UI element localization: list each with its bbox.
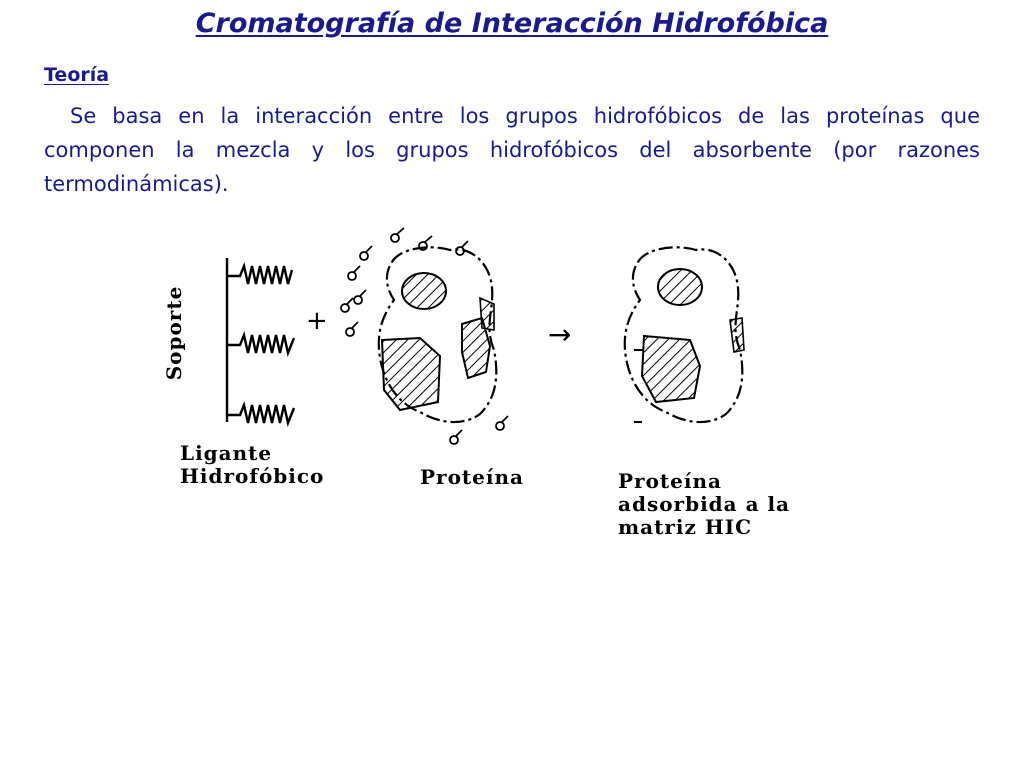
protein-adsorbed [625,247,744,422]
hydrophobic-patch [730,318,744,352]
protein-outline [379,247,497,422]
ligand-chain [227,405,294,423]
plus-sign: + [306,306,328,336]
ligand-caption [180,442,324,488]
hydrophobic-patch [382,338,440,410]
hydrophobic-patch [658,269,702,305]
adsorbed-caption-line: adsorbida a la [618,492,791,516]
hydrophobic-patch [402,273,446,309]
support-matrix [227,258,294,423]
protein-outline [625,247,743,422]
hydrophobic-patch [642,336,700,402]
protein-free [341,228,508,444]
adsorbed-protein-caption [618,470,790,539]
ligand-caption-line: Ligante [180,441,273,465]
ligand-chain [227,266,292,284]
hydrophobic-patch [480,298,494,330]
support-label [160,285,188,381]
ligand-chain [227,335,294,353]
page-title: Cromatografía de Interacción Hidrofóbica [195,8,829,39]
reaction-arrow: → [548,318,572,351]
hydrophobic-patch [462,318,490,378]
section-heading: Teoría [44,64,110,86]
support-label-text: Soporte [162,285,186,381]
adsorbed-caption-line: matriz HIC [618,515,752,539]
theory-paragraph: Se basa en la interacción entre los grupos hidrofóbicos de las proteínas que componen la mezcla y los grupos hidrofóbicos del absorbente (por razones termodinámicas). [44,104,980,196]
hydration-molecules [341,228,508,444]
adsorbed-caption-line: Proteína [618,469,722,493]
ligand-caption-line: Hidrofóbico [180,464,325,488]
protein-caption: Proteína [420,465,524,489]
